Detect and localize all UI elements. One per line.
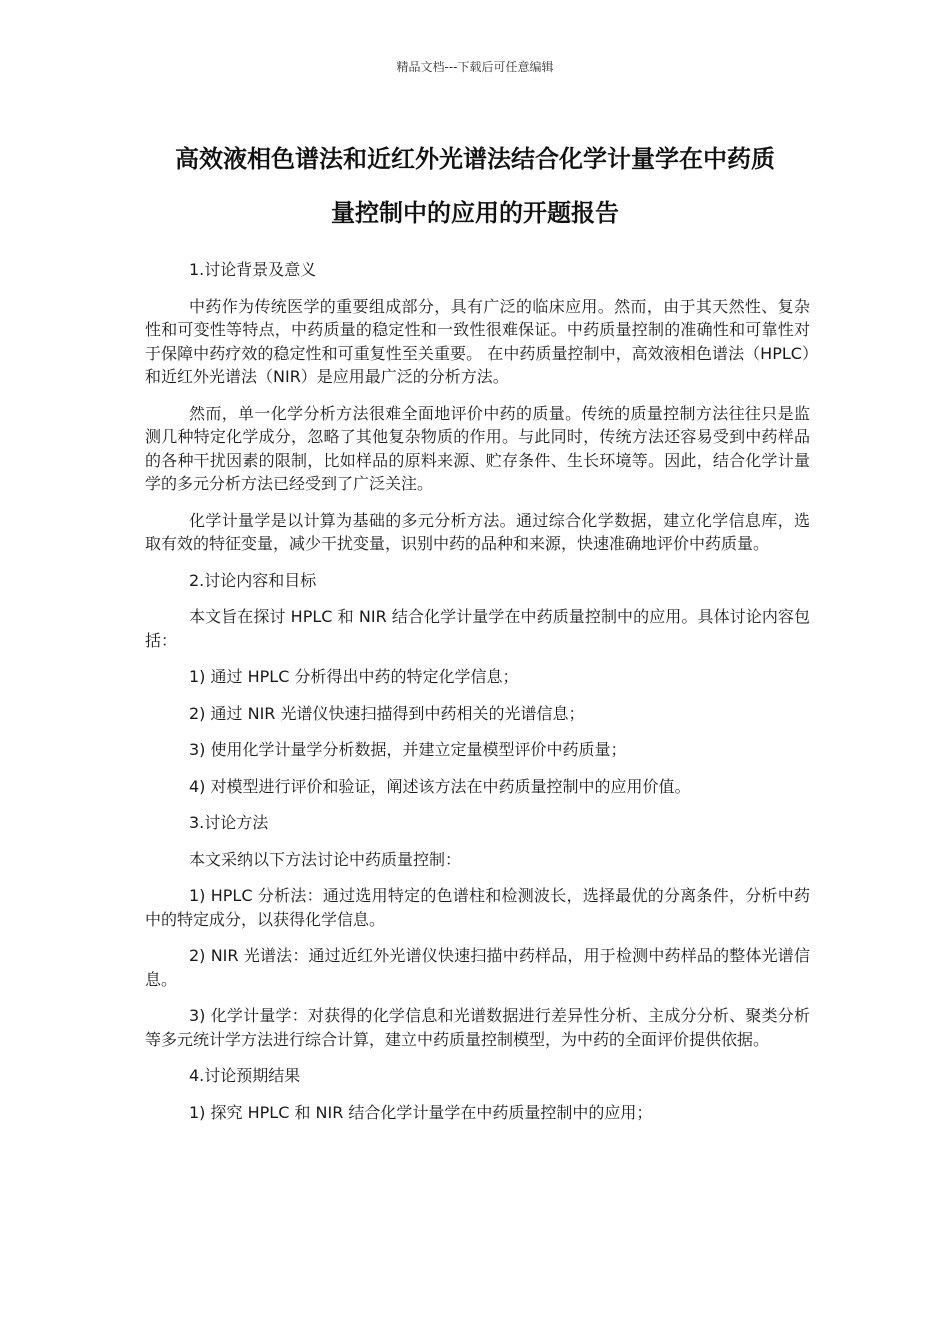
paragraph-background-2: 然而，单一化学分析方法很难全面地评价中药的质量。传统的质量控制方法往往只是监测几种特定化学成分，忽略了其他复杂物质的作用。与此同时，传统方法还容易受到中药样品的各种干扰因素的限制，比如样品的原料来源、贮存条件、生长环境等。因此，结合化学计量学的多元分析方法已经受到了广泛关注。 <box>145 403 810 493</box>
list-item-methods-1: 1) HPLC 分析法：通过选用特定的色谱柱和检测波长，选择最优的分离条件，分析中药中的特定成分，以获得化学信息。 <box>145 886 810 929</box>
list-item-methods-3: 3) 化学计量学：对获得的化学信息和光谱数据进行差异性分析、主成分分析、聚类分析等多元统计学方法进行综合计算，建立中药质量控制模型，为中药的全面评价提供依据。 <box>145 1006 810 1049</box>
section-heading-results: 4.讨论预期结果 <box>189 1066 301 1085</box>
paragraph-content-intro: 本文旨在探讨 HPLC 和 NIR 结合化学计量学在中药质量控制中的应用。具体讨论内容包括： <box>145 607 810 650</box>
list-item-content-4: 4) 对模型进行评价和验证，阐述该方法在中药质量控制中的应用价值。 <box>189 776 691 796</box>
title-line-2: 量控制中的应用的开题报告 <box>331 199 619 227</box>
document-title <box>140 132 810 240</box>
paragraph-methods-intro: 本文采纳以下方法讨论中药质量控制： <box>189 849 462 869</box>
section-heading-methods: 3.讨论方法 <box>189 813 269 832</box>
list-item-results-1: 1) 探究 HPLC 和 NIR 结合化学计量学在中药质量控制中的应用； <box>189 1102 653 1122</box>
paragraph-background-3: 化学计量学是以计算为基础的多元分析方法。通过综合化学数据，建立化学信息库，选取有效的特征变量，减少干扰变量，识别中药的品种和来源，快速准确地评价中药质量。 <box>145 510 810 553</box>
paragraph-background-1: 中药作为传统医学的重要组成部分，具有广泛的临床应用。然而，由于其天然性、复杂性和可变性等特点，中药质量的稳定性和一致性很难保证。中药质量控制的准确性和可靠性对于保障中药疗效的稳定性和可重复性至关重要。 在中药质量控制中，高效液相色谱法（HPLC）和近红外光谱法（NIR）是应用最广泛的分析方法。 <box>145 296 810 386</box>
list-item-content-3: 3) 使用化学计量学分析数据，并建立定量模型评价中药质量； <box>189 740 627 759</box>
section-heading-content: 2.讨论内容和目标 <box>189 570 317 590</box>
title-line-1: 高效液相色谱法和近红外光谱法结合化学计量学在中药质 <box>175 145 775 173</box>
section-heading-background: 1.讨论背景及意义 <box>189 260 317 279</box>
document-body <box>145 258 810 1137</box>
list-item-content-1: 1) 通过 HPLC 分析得出中药的特定化学信息； <box>189 667 519 686</box>
list-item-content-2: 2) 通过 NIR 光谱仪快速扫描得到中药相关的光谱信息； <box>189 703 585 723</box>
list-item-methods-2: 2) NIR 光谱法：通过近红外光谱仪快速扫描中药样品，用于检测中药样品的整体光谱信息。 <box>145 946 810 989</box>
header-note: 精品文档---下载后可任意编辑 <box>396 60 554 74</box>
